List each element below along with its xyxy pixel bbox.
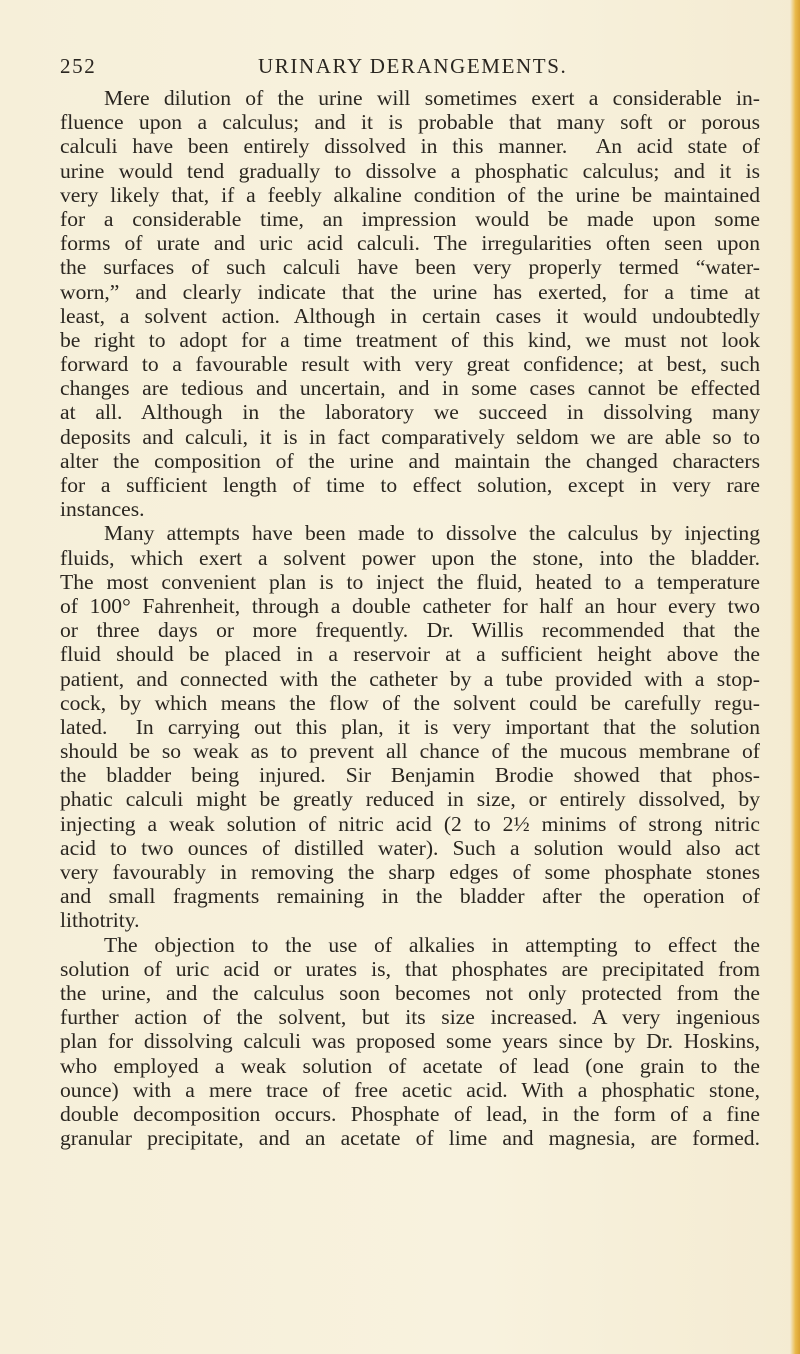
page-number: 252 (60, 54, 97, 78)
text-line: for a considerable time, an impression would be made upon some (60, 206, 760, 231)
text-line: cock, by which means the flow of the solvent could be carefully regu- (60, 690, 760, 715)
text-line: changes are tedious and uncertain, and in some cases cannot be effected (60, 376, 760, 401)
text-line: of 100° Fahrenheit, through a double catheter for half an hour every two (60, 593, 760, 618)
text-line: acid to two ounces of distilled water). Such a solution would also act (60, 835, 760, 860)
text-line: Many attempts have been made to dissolve the calculus by injecting (104, 521, 760, 546)
text-line: fluid should be placed in a reservoir at a sufficient height above the (60, 642, 760, 667)
text-line: the surfaces of such calculi have been very properly termed “water- (60, 255, 760, 280)
text-line: ounce) with a mere trace of free acetic acid. With a phosphatic stone, (60, 1077, 760, 1102)
text-line: should be so weak as to prevent all chance of the mucous membrane of (60, 739, 760, 764)
text-line: lated. In carrying out this plan, it is very important that the solution (60, 714, 760, 739)
page-header (60, 54, 760, 84)
text-line: worn,” and clearly indicate that the urine has exerted, for a time at (60, 279, 760, 304)
text-line: instances. (60, 497, 145, 522)
text-line: or three days or more frequently. Dr. Willis recommended that the (60, 618, 760, 643)
text-line: and small fragments remaining in the bladder after the operation of (60, 884, 760, 909)
text-line: alter the composition of the urine and maintain the changed characters (60, 448, 760, 473)
text-line: plan for dissolving calculi was proposed some years since by Dr. Hoskins, (60, 1029, 760, 1054)
text-line: injecting a weak solution of nitric acid (2 to 2½ minims of strong nitric (60, 811, 760, 836)
text-line: urine would tend gradually to dissolve a phosphatic calculus; and it is (60, 158, 760, 183)
running-head: URINARY DERANGEMENTS. (258, 54, 568, 78)
text-line: patient, and connected with the catheter by a tube provided with a stop- (60, 666, 760, 691)
text-line: lithotrity. (60, 908, 140, 933)
text-line: very likely that, if a feebly alkaline condition of the urine be maintained (60, 182, 760, 207)
text-line: the bladder being injured. Sir Benjamin Brodie showed that phos- (60, 763, 760, 788)
text-line: who employed a weak solution of acetate of lead (one grain to the (60, 1053, 760, 1078)
text-line: be right to adopt for a time treatment of this kind, we must not look (60, 327, 760, 352)
text-line: the urine, and the calculus soon becomes not only protected from the (60, 980, 760, 1005)
text-line: calculi have been entirely dissolved in this manner. An acid state of (60, 134, 760, 159)
text-line: very favourably in removing the sharp edges of some phosphate stones (60, 860, 760, 884)
text-line: fluids, which exert a solvent power upon the stone, into the bladder. (60, 545, 760, 570)
page-edge (790, 0, 800, 1354)
text-line: at all. Although in the laboratory we succeed in dissolving many (60, 400, 760, 425)
text-line: Mere dilution of the urine will sometimes exert a considerable in- (104, 86, 760, 110)
text-line: phatic calculi might be greatly reduced in size, or entirely dissolved, by (60, 787, 760, 812)
text-line: double decomposition occurs. Phosphate of lead, in the form of a fine (60, 1101, 760, 1126)
text-line: granular precipitate, and an acetate of lime and magnesia, are formed. (60, 1126, 760, 1151)
text-line: forward to a favourable result with very great confidence; at best, such (60, 352, 760, 377)
text-line: The most convenient plan is to inject the fluid, heated to a temperature (60, 569, 760, 594)
body-text (60, 86, 760, 1150)
text-line: fluence upon a calculus; and it is probable that many soft or porous (60, 110, 760, 135)
text-line: further action of the solvent, but its size increased. A very ingenious (60, 1005, 760, 1030)
text-line: least, a solvent action. Although in certain cases it would undoubtedly (60, 303, 760, 328)
text-line: for a sufficient length of time to effect solution, except in very rare (60, 473, 760, 497)
text-line: solution of uric acid or urates is, that phosphates are precipitated from (60, 956, 760, 981)
text-line: The objection to the use of alkalies in attempting to effect the (104, 932, 760, 957)
text-line: deposits and calculi, it is in fact comparatively seldom we are able so to (60, 424, 760, 449)
text-line: forms of urate and uric acid calculi. The irregularities often seen upon (60, 231, 760, 256)
